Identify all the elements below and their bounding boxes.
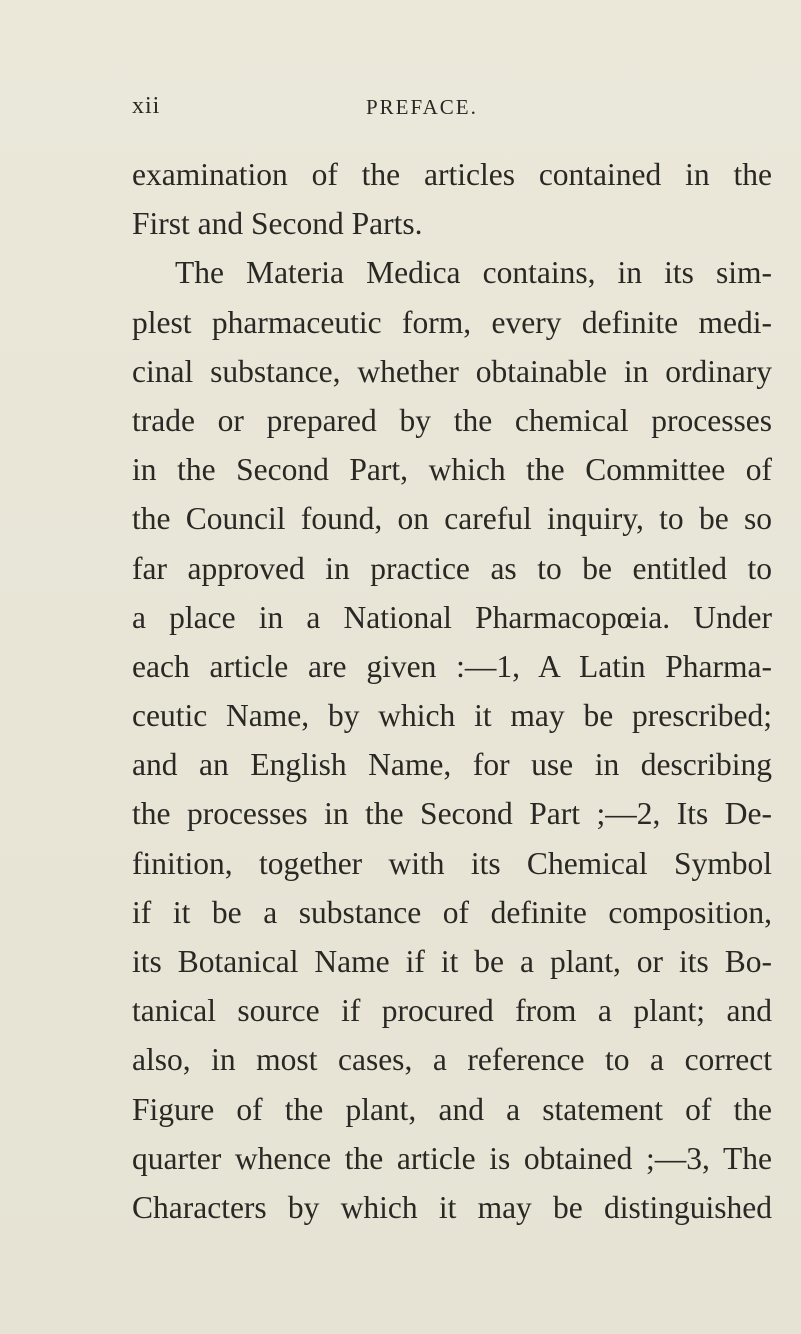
- text-line: each article are given :—1, A Latin Pharma-: [132, 648, 772, 684]
- text-line: Characters by which it may be distinguished: [132, 1189, 772, 1225]
- text-line: the processes in the Second Part ;—2, Its De-: [132, 796, 772, 832]
- text-line: far approved in practice as to be entitled to: [132, 550, 772, 586]
- text-line: examination of the articles contained in the: [132, 157, 772, 192]
- text-line: finition, together with its Chemical Symbol: [132, 845, 772, 881]
- page-header: [132, 93, 772, 133]
- text-line: in the Second Part, which the Committee of: [132, 452, 772, 488]
- text-line: a place in a National Pharmacopœia. Under: [132, 599, 772, 635]
- text-line: tanical source if procured from a plant; and: [132, 993, 772, 1029]
- text-line: First and Second Parts.: [132, 206, 423, 242]
- text-line: cinal substance, whether obtainable in ordinary: [132, 353, 772, 389]
- paragraph-start-line: The Materia Medica contains, in its sim-: [175, 255, 772, 291]
- text-line: its Botanical Name if it be a plant, or its Bo-: [132, 944, 772, 979]
- text-line: quarter whence the article is obtained ;—3, The: [132, 1140, 772, 1176]
- body-text: [132, 150, 772, 1232]
- text-line: if it be a substance of definite composition,: [132, 894, 772, 930]
- text-line: trade or prepared by the chemical processes: [132, 402, 772, 438]
- text-line: Figure of the plant, and a statement of the: [132, 1091, 772, 1127]
- text-line: plest pharmaceutic form, every definite medi-: [132, 304, 772, 340]
- text-line: ceutic Name, by which it may be prescribed;: [132, 698, 772, 734]
- page-number: xii: [132, 93, 161, 119]
- text-line: also, in most cases, a reference to a correct: [132, 1042, 772, 1078]
- text-line: and an English Name, for use in describing: [132, 747, 772, 783]
- text-line: the Council found, on careful inquiry, to be so: [132, 501, 772, 537]
- running-head: PREFACE.: [366, 95, 478, 119]
